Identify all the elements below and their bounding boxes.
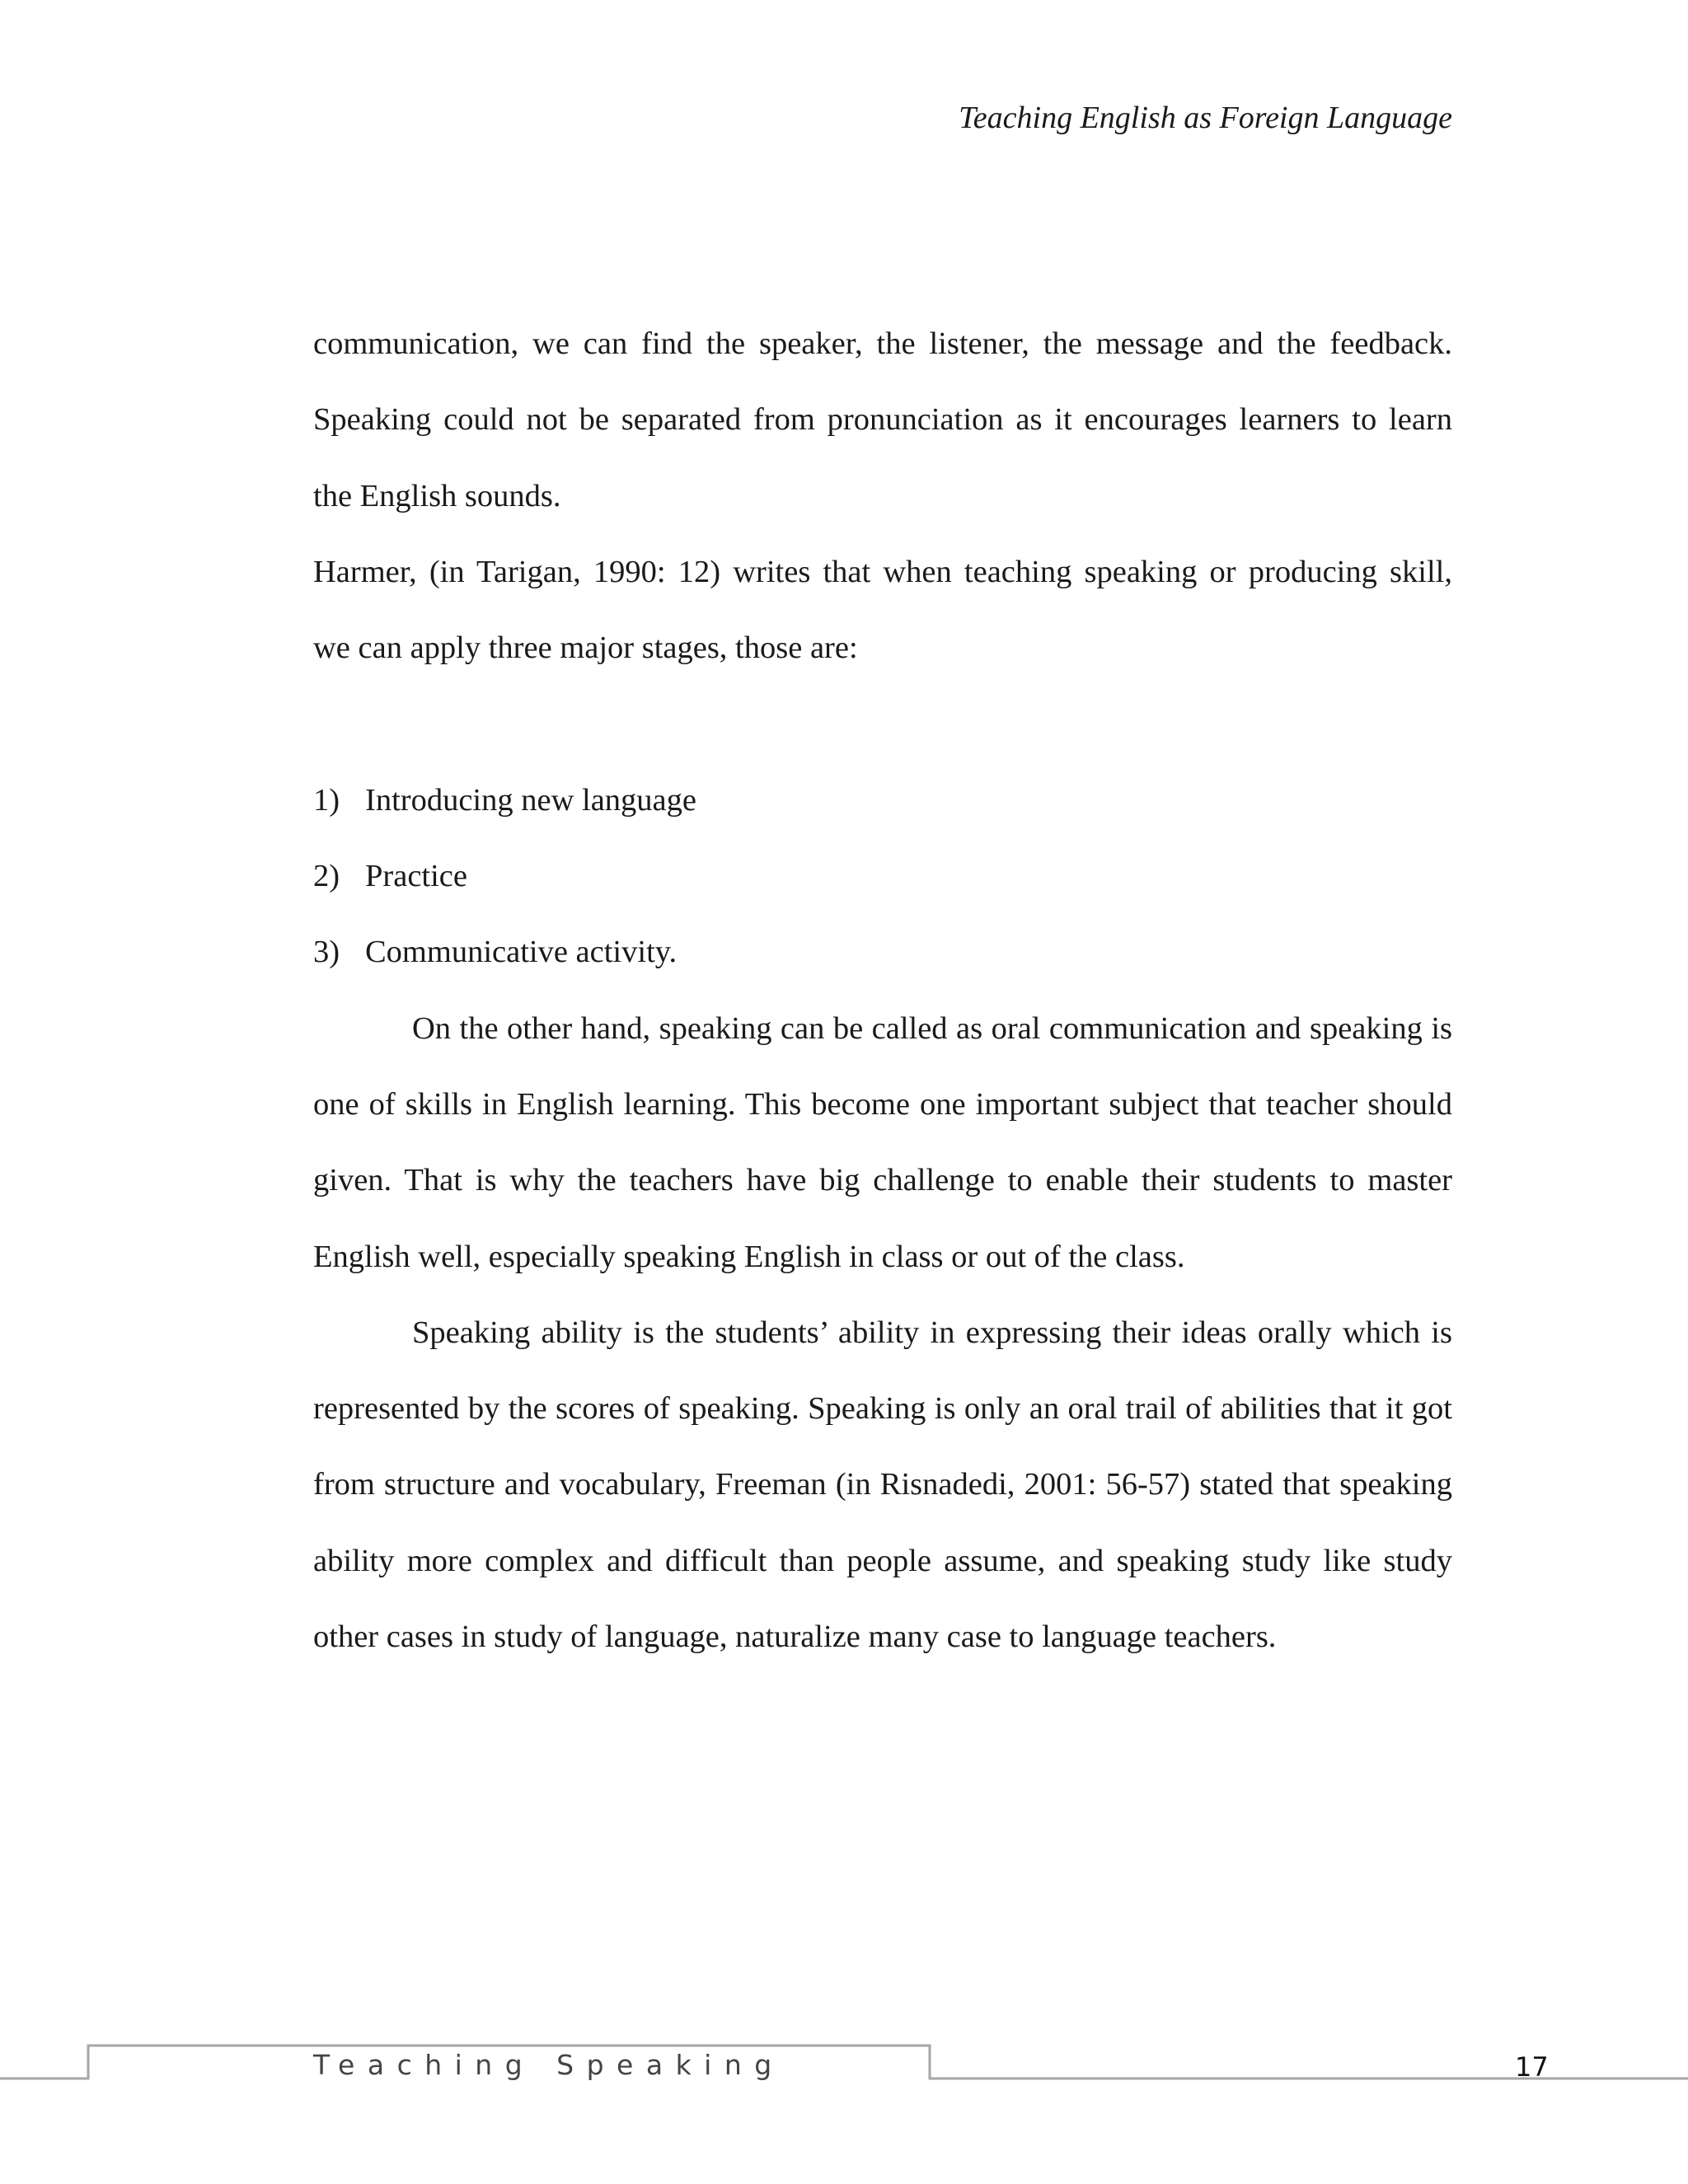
harmer-line-2: we can apply three major stages, those are: [313,630,858,666]
list-item-text: Introducing new language [365,782,696,818]
list-item-number: 3) [313,935,340,970]
intro-line-3: the English sounds. [313,478,561,513]
list-item-number: 1) [313,782,340,818]
intro-line-1: communication, we can find the speaker, the listener, the message and the feedback. [313,326,1452,361]
harmer-line-1: Harmer, (in Tarigan, 1990: 12) writes that when teaching speaking or producing skill, [313,554,1452,589]
running-header: Teaching English as Foreign Language [959,101,1452,135]
page-number: 17 [1515,2051,1549,2083]
list-item-number: 2) [313,859,340,894]
intro-line-2: Speaking could not be separated from pronunciation as it encourages learners to learn [313,402,1452,438]
list-item-text: Practice [365,859,467,894]
paragraph-other-hand: On the other hand, speaking can be called as oral communication and speaking is one of skills in English learning. This become one important subject that teacher should given. That is why the teachers have big challenge to enable their students to master English well, especially speaking English in class or out of the class. [313,1010,1452,1274]
list-item-text: Communicative activity. [365,935,678,970]
footer-title: Teaching Speaking [313,2049,785,2081]
paragraph-speaking-ability: Speaking ability is the students’ ability in expressing their ideas orally which is represented by the scores of speaking. Speaking is only an oral trail of abilities that it got from structure and vocabulary, Freeman (in Risnadedi, 2001: 56-57) stated that speaking ability more complex and difficult than people assume, and speaking study like study other cases in study of language, naturalize many case to language teachers. [313,1315,1452,1655]
